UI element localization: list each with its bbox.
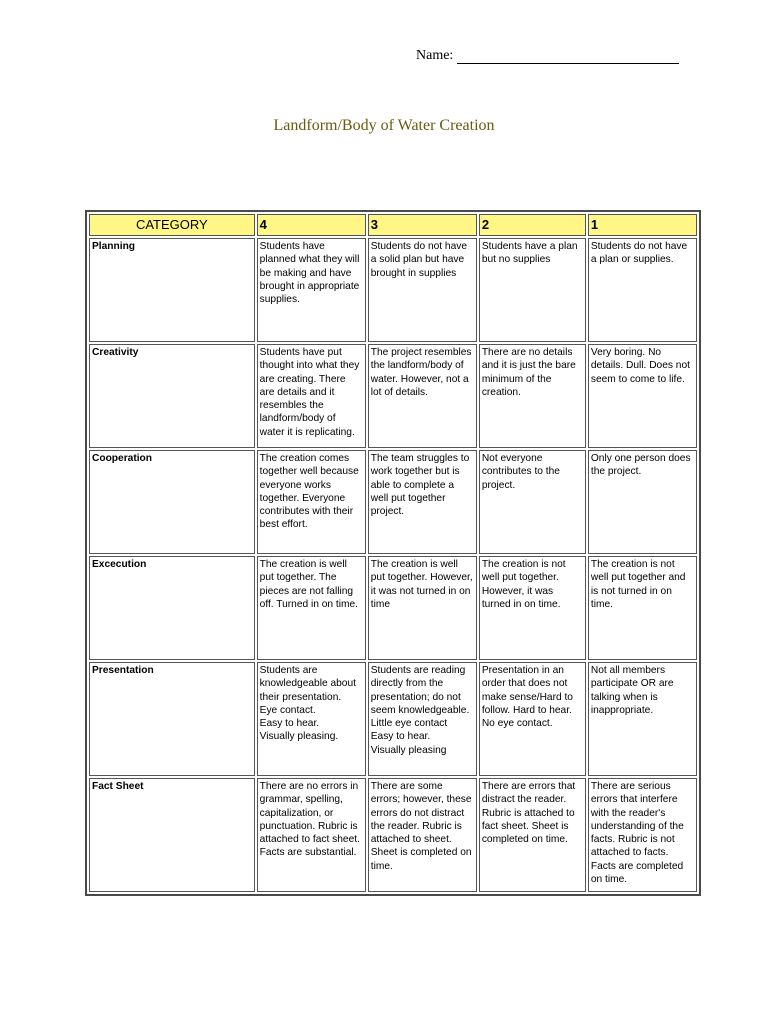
rubric-row-cooperation [89,450,697,554]
name-blank-line[interactable] [457,49,679,64]
criteria-cell: There are no errors in grammar, spelling, capitalization, or punctuation. Rubric is attached to fact sheet. Facts are substantial. [257,778,366,892]
column-header-category: CATEGORY [89,214,255,236]
category-cell: Presentation [89,662,255,776]
category-cell: Cooperation [89,450,255,554]
category-cell: Excecution [89,556,255,660]
criteria-cell: Students do not have a plan or supplies. [588,238,697,342]
criteria-cell: Students are knowledgeable about their presentation. Eye contact. Easy to hear. Visually pleasing. [257,662,366,776]
rubric-header-row [89,214,697,236]
criteria-cell: The creation is not well put together and is not turned in on time. [588,556,697,660]
criteria-cell: Very boring. No details. Dull. Does not seem to come to life. [588,344,697,448]
criteria-cell: Students have planned what they will be making and have brought in appropriate supplies. [257,238,366,342]
criteria-cell: There are no details and it is just the bare minimum of the creation. [479,344,586,448]
page-title: Landform/Body of Water Creation [273,117,495,134]
criteria-cell: Students do not have a solid plan but have brought in supplies [368,238,477,342]
column-header-4: 4 [257,214,366,236]
criteria-cell: Not all members participate OR are talking when is inappropriate. [588,662,697,776]
criteria-cell: The creation is well put together. The pieces are not falling off. Turned in on time. [257,556,366,660]
rubric-table [85,210,701,896]
category-cell: Fact Sheet [89,778,255,892]
category-cell: Planning [89,238,255,342]
rubric-row-presentation [89,662,697,776]
criteria-cell: There are some errors; however, these errors do not distract the reader. Rubric is attached to sheet. Sheet is completed on time. [368,778,477,892]
criteria-cell: Students have a plan but no supplies [479,238,586,342]
name-field [416,48,679,64]
criteria-cell: Students have put thought into what they are creating. There are details and it resembles the landform/body of water it is replicating. [257,344,366,448]
criteria-cell: There are serious errors that interfere with the reader's understanding of the facts. Rubric is not attached to facts. Facts are completed on time. [588,778,697,892]
rubric-row-execution [89,556,697,660]
rubric-row-fact-sheet [89,778,697,892]
rubric-row-creativity [89,344,697,448]
column-header-3: 3 [368,214,477,236]
criteria-cell: The team struggles to work together but is able to complete a well put together project. [368,450,477,554]
criteria-cell: The creation is well put together. However, it was not turned in on time [368,556,477,660]
rubric-row-planning [89,238,697,342]
criteria-cell: Only one person does the project. [588,450,697,554]
criteria-cell: There are errors that distract the reader. Rubric is attached to fact sheet. Sheet is completed on time. [479,778,586,892]
category-cell: Creativity [89,344,255,448]
criteria-cell: The creation comes together well because everyone works together. Everyone contributes with their best effort. [257,450,366,554]
name-label: Name: [416,48,454,63]
criteria-cell: The creation is not well put together. However, it was turned in on time. [479,556,586,660]
criteria-cell: Students are reading directly from the presentation; do not seem knowledgeable. Little eye contact Easy to hear. Visually pleasing [368,662,477,776]
criteria-cell: Not everyone contributes to the project. [479,450,586,554]
criteria-cell: The project resembles the landform/body of water. However, not a lot of details. [368,344,477,448]
column-header-1: 1 [588,214,697,236]
criteria-cell: Presentation in an order that does not make sense/Hard to follow. Hard to hear. No eye contact. [479,662,586,776]
column-header-2: 2 [479,214,586,236]
